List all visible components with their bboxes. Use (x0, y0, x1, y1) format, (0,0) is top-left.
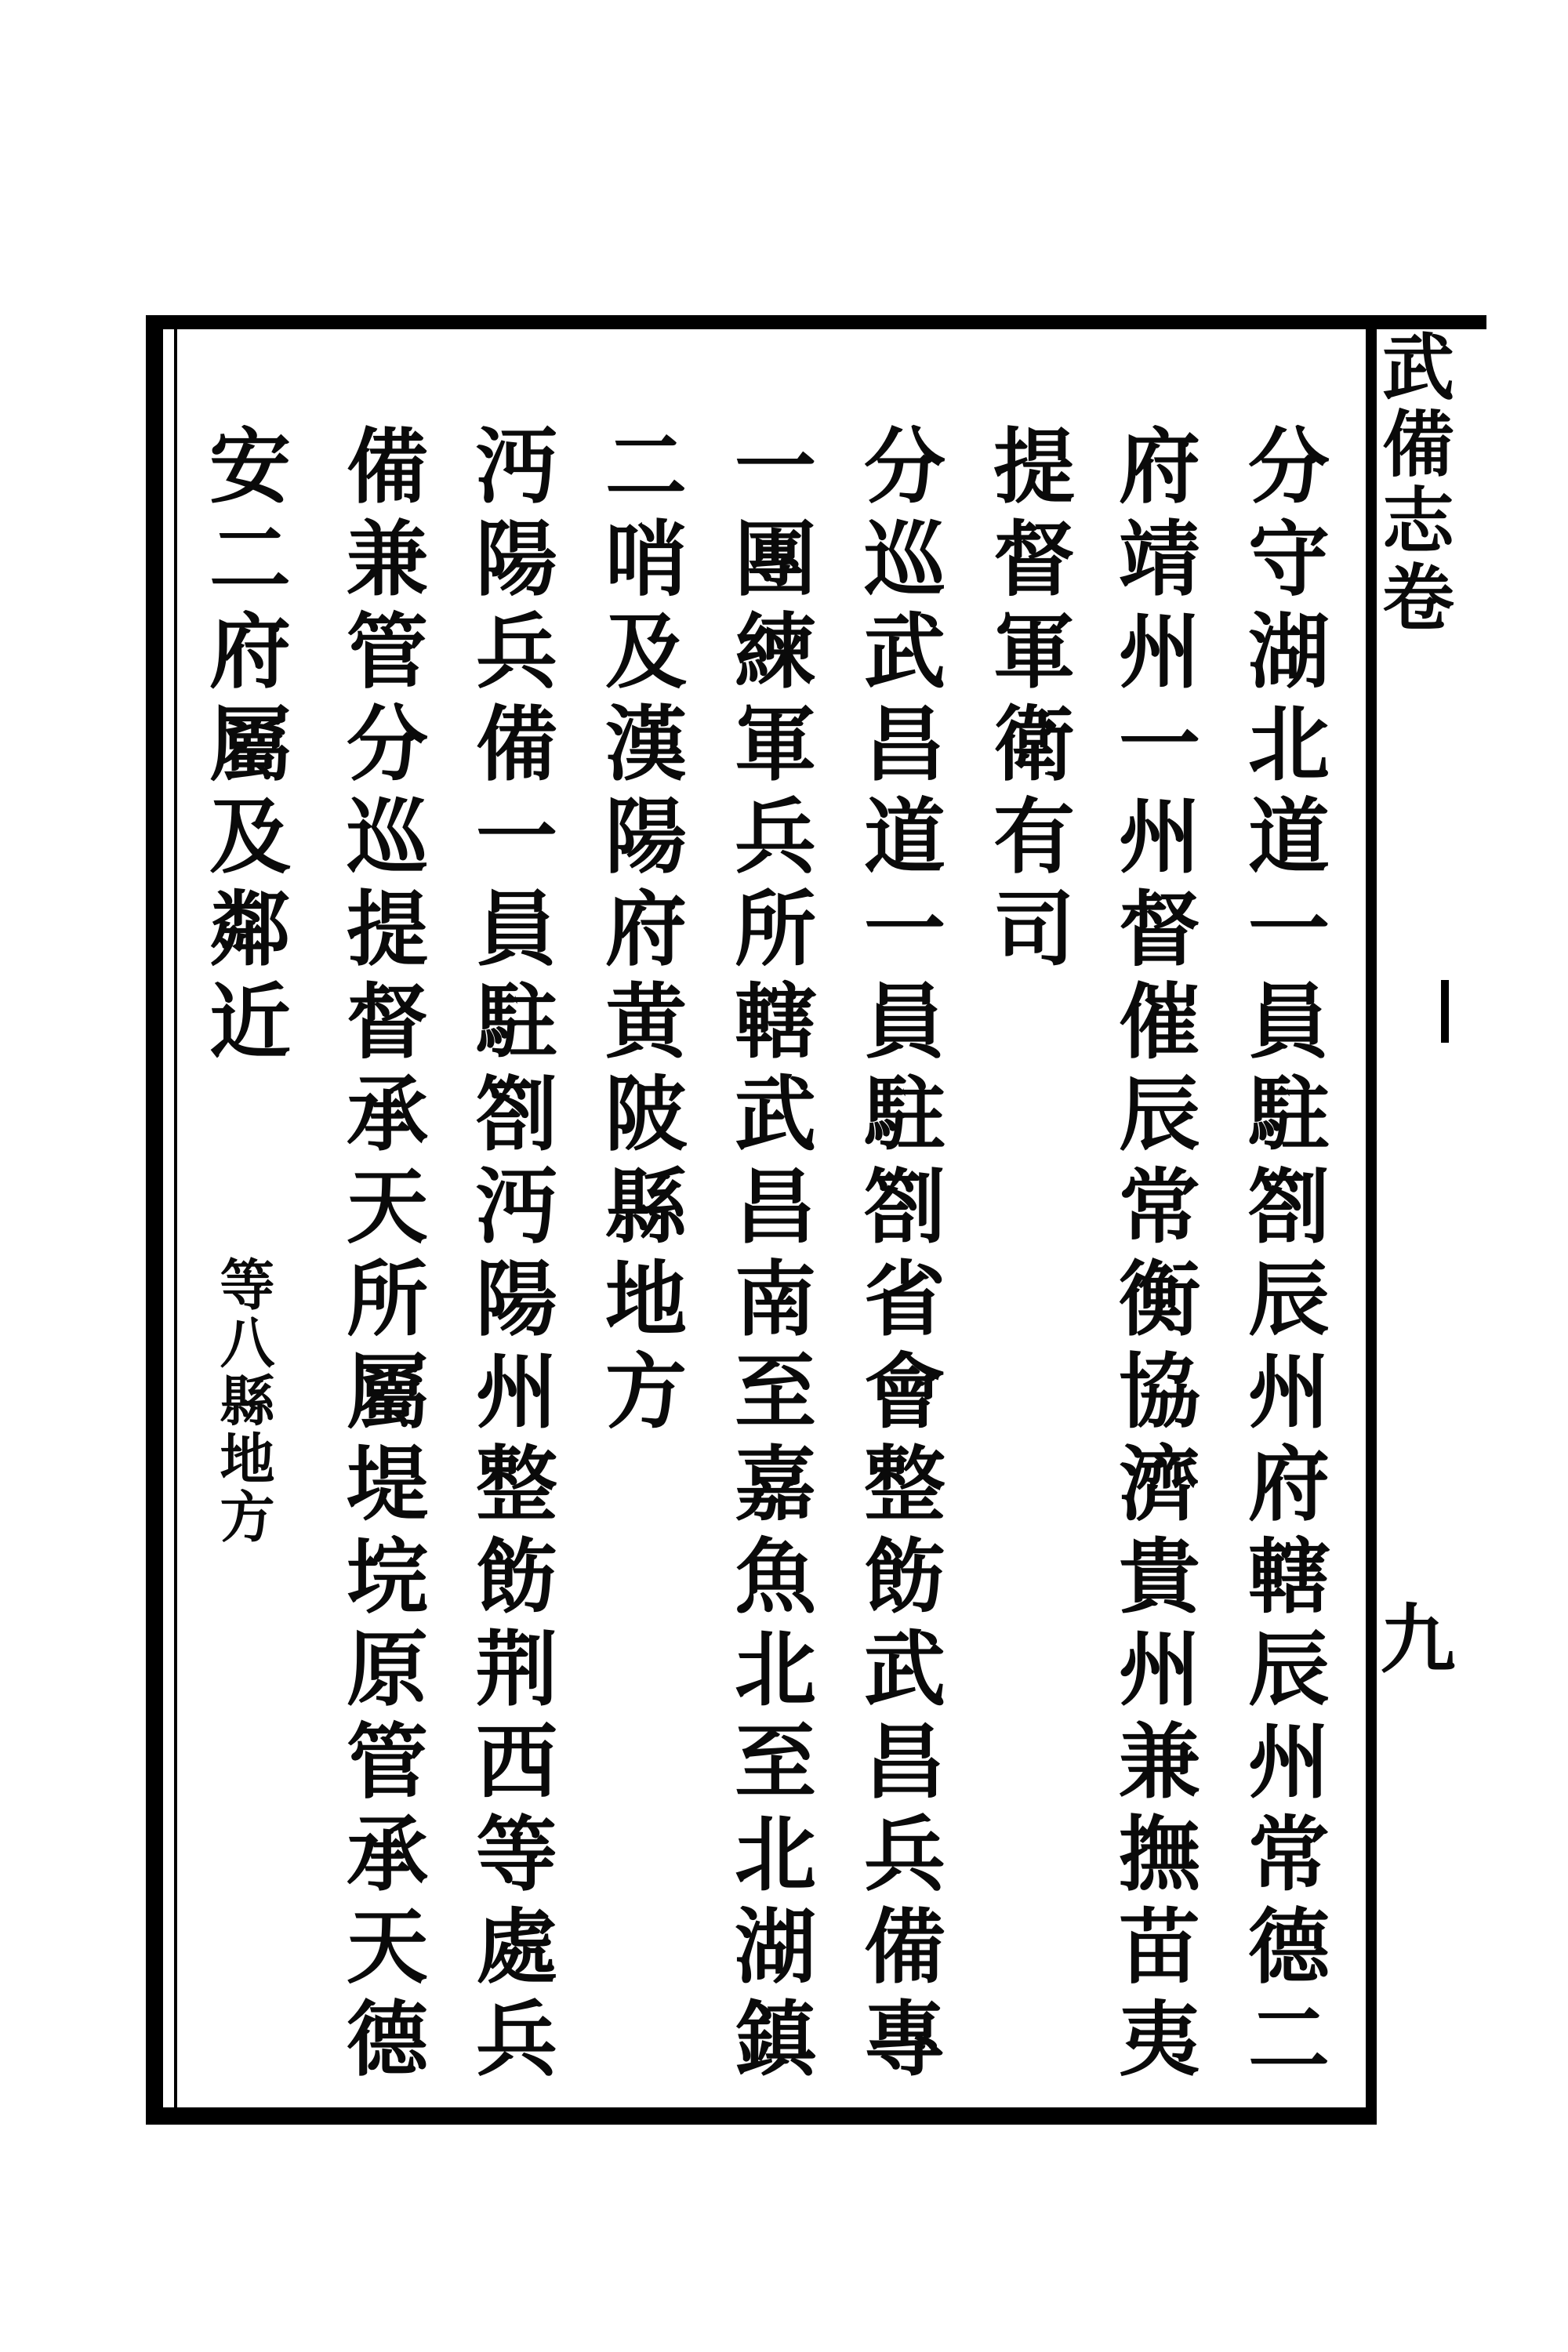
margin-fishtail-mark (1441, 980, 1449, 1043)
text-column-3: 提督軍衛有司 (979, 423, 1076, 978)
text-column-9 (192, 423, 294, 1546)
text-column-6: 二哨及漢陽府黄陂縣地方 (591, 423, 688, 1441)
margin-page-number: 九 (1368, 1599, 1457, 1675)
text-column-1: 分守湖北道一員駐劄辰州府轄辰州常德二 (1234, 423, 1330, 2089)
text-column-5: 一團練軍兵所轄武昌南至嘉魚北至北湖鎮 (720, 423, 817, 2089)
frame-bottom-border (162, 2107, 1377, 2125)
frame-left-inner-border (174, 329, 177, 2107)
text-column-9-main: 安二府屬及鄰近 (195, 423, 292, 1071)
margin-book-title: 武備志卷 (1370, 329, 1455, 637)
frame-left-border (146, 315, 163, 2125)
text-column-9-note: 等八縣地方 (211, 1256, 276, 1546)
text-column-9-gap (195, 1071, 292, 1256)
text-column-4: 分巡武昌道一員駐劄省會整飭武昌兵備專 (850, 423, 946, 2089)
text-column-2: 府靖州一州督催辰常衡協濟貴州兼撫苗夷 (1105, 423, 1201, 2089)
text-column-7: 沔陽兵備一員駐劄沔陽州整飭荆西等處兵 (462, 423, 558, 2089)
frame-top-border (146, 315, 1486, 329)
text-column-8: 備兼管分巡提督承天所屬堤垸原管承天德 (332, 423, 429, 2089)
